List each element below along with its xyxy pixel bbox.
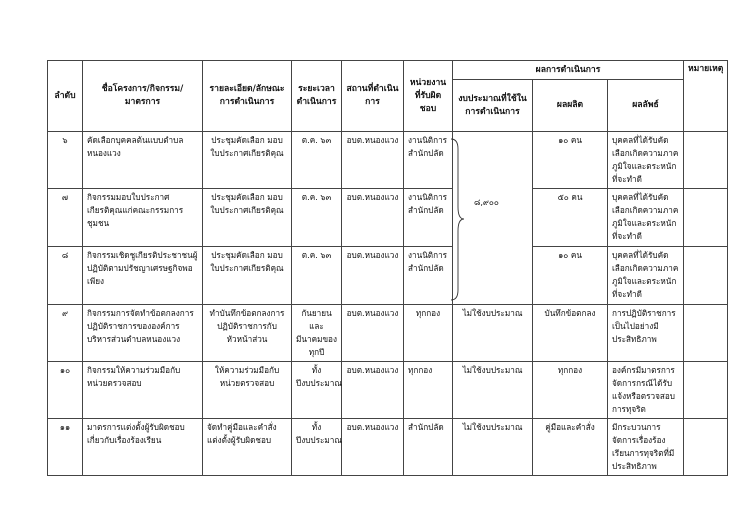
cell-place: อบต.หนองแวง xyxy=(342,132,404,189)
cell-period: ต.ค. ๖๓ xyxy=(292,247,342,305)
cell-place: อบต.หนองแวง xyxy=(342,305,404,362)
cell-place: อบต.หนองแวง xyxy=(342,419,404,476)
cell-remark xyxy=(684,189,728,247)
header-output: ผลผลิต xyxy=(533,80,608,132)
cell-no: ๑๐ xyxy=(48,362,83,419)
header-project: ชื่อโครงการ/กิจกรรม/มาตรการ xyxy=(83,61,203,132)
header-results: ผลการดำเนินการ xyxy=(453,61,684,80)
cell-project: คัดเลือกบุคคลต้นแบบตำบลหนองแวง xyxy=(83,132,203,189)
cell-details: จัดทำคู่มือและคำสั่งแต่งตั้งผู้รับผิดชอบ xyxy=(203,419,292,476)
cell-project: กิจกรรมให้ความร่วมมือกับหน่วยตรวจสอบ xyxy=(83,362,203,419)
cell-place: อบต.หนองแวง xyxy=(342,247,404,305)
cell-budget xyxy=(453,247,533,305)
cell-no: ๘ xyxy=(48,247,83,305)
cell-period: ทั้งปีงบประมาณ xyxy=(292,419,342,476)
cell-unit: งานนิติการ สำนักปลัด xyxy=(404,189,453,247)
cell-output: ๕๐ คน xyxy=(533,189,608,247)
cell-period: กันยายนและ มีนาคมของทุกปี xyxy=(292,305,342,362)
cell-unit: งานนิติการ สำนักปลัด xyxy=(404,247,453,305)
table-row xyxy=(48,189,728,247)
cell-remark xyxy=(684,305,728,362)
cell-output: ทุกกอง xyxy=(533,362,608,419)
header-unit: หน่วยงานที่รับผิดชอบ xyxy=(404,61,453,132)
table-row xyxy=(48,247,728,305)
cell-details: ประชุมคัดเลือก มอบใบประกาศเกียรติคุณ xyxy=(203,189,292,247)
cell-unit: ทุกกอง xyxy=(404,362,453,419)
cell-details: ให้ความร่วมมือกับหน่วยตรวจสอบ xyxy=(203,362,292,419)
table-row xyxy=(48,362,728,419)
cell-remark xyxy=(684,362,728,419)
header-budget: งบประมาณที่ใช้ในการดำเนินการ xyxy=(453,80,533,132)
header-period: ระยะเวลาดำเนินการ xyxy=(292,61,342,132)
cell-period: ต.ค. ๖๓ xyxy=(292,132,342,189)
cell-period: ทั้งปีงบประมาณ xyxy=(292,362,342,419)
results-table xyxy=(47,60,728,476)
table-row xyxy=(48,419,728,476)
cell-unit: ทุกกอง xyxy=(404,305,453,362)
cell-outcome: องค์กรมีมาตรการจัดการกรณีได้รับแจ้งหรือตรวจสอบการทุจริต xyxy=(608,362,684,419)
header-details: รายละเอียด/ลักษณะการดำเนินการ xyxy=(203,61,292,132)
cell-outcome: การปฏิบัติราชการเป็นไปอย่างมีประสิทธิภาพ xyxy=(608,305,684,362)
cell-project: กิจกรรมมอบใบประกาศเกียรติคุณแก่คณะกรรมการชุมชน xyxy=(83,189,203,247)
cell-budget: ไม่ใช้งบประมาณ xyxy=(453,419,533,476)
cell-remark xyxy=(684,132,728,189)
table-row xyxy=(48,305,728,362)
cell-outcome: บุคคลที่ได้รับคัดเลือกเกิดความภาคภูมิใจและตระหนักที่จะทำดี xyxy=(608,189,684,247)
cell-no: ๑๑ xyxy=(48,419,83,476)
cell-outcome: บุคคลที่ได้รับคัดเลือกเกิดความภาคภูมิใจและตระหนักที่จะทำดี xyxy=(608,247,684,305)
cell-output: ๑๐ คน xyxy=(533,132,608,189)
cell-output: ๑๐ คน xyxy=(533,247,608,305)
cell-no: ๗ xyxy=(48,189,83,247)
table-row xyxy=(48,132,728,189)
cell-details: ประชุมคัดเลือก มอบใบประกาศเกียรติคุณ xyxy=(203,247,292,305)
cell-no: ๖ xyxy=(48,132,83,189)
header-no: ลำดับ xyxy=(48,61,83,132)
header-remark: หมายเหตุ xyxy=(684,61,728,132)
cell-project: กิจกรรมการจัดทำข้อตกลงการปฏิบัติราชการขององค์การบริหารส่วนตำบลหนองแวง xyxy=(83,305,203,362)
cell-period: ต.ค. ๖๓ xyxy=(292,189,342,247)
cell-unit: สำนักปลัด xyxy=(404,419,453,476)
cell-outcome: บุคคลที่ได้รับคัดเลือกเกิดความภาคภูมิใจและตระหนักที่จะทำดี xyxy=(608,132,684,189)
shared-budget-value: ๘,๙๐๐ xyxy=(474,197,499,207)
cell-details: ประชุมคัดเลือก มอบใบประกาศเกียรติคุณ xyxy=(203,132,292,189)
cell-output: คู่มือและคำสั่ง xyxy=(533,419,608,476)
cell-place: อบต.หนองแวง xyxy=(342,189,404,247)
header-outcome: ผลลัพธ์ xyxy=(608,80,684,132)
cell-unit: งานนิติการ สำนักปลัด xyxy=(404,132,453,189)
cell-budget: ไม่ใช้งบประมาณ xyxy=(453,305,533,362)
cell-output: บันทึกข้อตกลง xyxy=(533,305,608,362)
cell-remark xyxy=(684,419,728,476)
cell-project: มาตรการแต่งตั้งผู้รับผิดชอบเกี่ยวกับเรื่องร้องเรียน xyxy=(83,419,203,476)
cell-project: กิจกรรมเชิดชูเกียรติประชาชนผู้ปฏิบัติตามปรัชญาเศรษฐกิจพอเพียง xyxy=(83,247,203,305)
cell-remark xyxy=(684,247,728,305)
cell-no: ๙ xyxy=(48,305,83,362)
cell-details: ทำบันทึกข้อตกลงการปฏิบัติราชการกับหัวหน้าส่วน xyxy=(203,305,292,362)
cell-budget xyxy=(453,132,533,189)
cell-budget: ไม่ใช้งบประมาณ xyxy=(453,362,533,419)
cell-outcome: มีกระบวนการจัดการเรื่องร้องเรียนการทุจริตที่มีประสิทธิภาพ xyxy=(608,419,684,476)
cell-place: อบต.หนองแวง xyxy=(342,362,404,419)
header-place: สถานที่ดำเนินการ xyxy=(342,61,404,132)
